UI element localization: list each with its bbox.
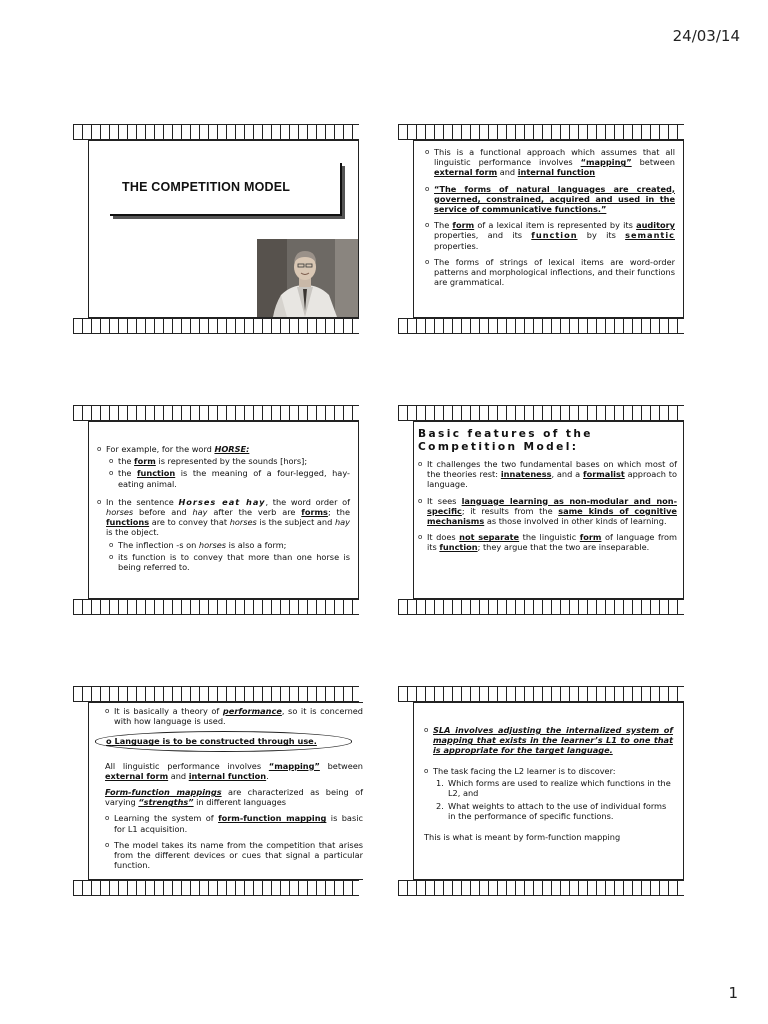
bullet-icon: o xyxy=(109,540,114,549)
bullet-icon: o xyxy=(105,814,110,823)
bullet-icon: o xyxy=(109,457,114,466)
highlight-oval: o Language is to be constructed through use. xyxy=(95,731,352,751)
numbered-item: 1. Which forms are used to realize which functions in the L2, and xyxy=(436,777,671,799)
bullet-icon: o xyxy=(106,736,112,747)
slide-border-bottom xyxy=(398,599,684,615)
slide-content xyxy=(413,140,684,318)
slide-6 xyxy=(398,686,684,896)
slide-content xyxy=(88,421,359,599)
slide-1 xyxy=(73,124,359,334)
slide-border-top xyxy=(398,686,684,702)
bullet-item: o This is a functional approach which assumes that all linguistic performance involves “mapping” between external form and internal function xyxy=(425,147,675,178)
slide-4 xyxy=(398,405,684,615)
slide-heading: Basic features of the Competition Model: xyxy=(418,428,593,453)
slide-2 xyxy=(398,124,684,334)
bullet-item: o In the sentence Horses eat hay, the word order of horses before and hay after the verb are forms; the functions are to convey that horses is the subject and hay is the object. xyxy=(97,496,350,538)
portrait-photo xyxy=(257,239,358,317)
slide-border-top xyxy=(398,124,684,140)
slide-5 xyxy=(73,686,363,896)
page-number: 1 xyxy=(728,984,738,1002)
bullet-icon: o xyxy=(424,766,429,775)
bullet-icon: o xyxy=(97,445,102,453)
slide-border-top xyxy=(73,124,359,140)
slide-border-bottom xyxy=(73,599,359,615)
slide-border-bottom xyxy=(398,880,684,896)
slide-content xyxy=(88,702,363,880)
bullet-item: o SLA involves adjusting the internalized system of mapping that exists in the learner’s L1 to one that is appropriate for the target language. xyxy=(424,725,673,756)
bullet-icon: o xyxy=(424,726,429,734)
bullet-item: o The model takes its name from the competition that arises from the different devices or cues that signal a particular function. xyxy=(105,839,363,871)
bullet-item: o The forms of strings of lexical items are word-order patterns and morphological inflections, and their functions are grammatical. xyxy=(425,256,675,288)
header-date: 24/03/14 xyxy=(672,27,740,45)
bullet-item: o The form of a lexical item is represented by its auditory properties, and its function by its semantic properties. xyxy=(425,220,675,251)
bullet-icon: o xyxy=(418,496,423,505)
bullet-icon: o xyxy=(425,257,430,266)
bullet-item: o It does not separate the linguistic form of language from its function; they argue that the two are inseparable. xyxy=(418,532,678,553)
bullet-icon: o xyxy=(109,469,114,478)
numbered-item: 2. What weights to attach to the use of individual forms in the performance of specific functions. xyxy=(436,801,667,822)
bullet-icon: o xyxy=(109,552,114,561)
sub-bullet-item: o its function is to convey that more than one horse is being referred to. xyxy=(109,551,350,573)
bullet-icon: o xyxy=(425,184,430,193)
bullet-item-quote: o “The forms of natural languages are created, governed, constrained, acquired and used in the service of communicative functions.” xyxy=(425,183,675,215)
slide-content xyxy=(413,702,684,880)
slide-border-bottom xyxy=(73,880,359,896)
bullet-icon: o xyxy=(105,840,110,849)
sub-bullet-item: o the function is the meaning of a four-legged, hay-eating animal. xyxy=(109,468,350,489)
sub-bullet-item: o The inflection -s on horses is also a form; xyxy=(109,539,287,550)
paragraph: All linguistic performance involves “mapping” between external form and internal function. xyxy=(105,760,363,781)
slide-border-top xyxy=(73,686,359,702)
sub-bullet-item: o the form is represented by the sounds [hors]; xyxy=(109,456,308,467)
bullet-icon: o xyxy=(418,533,423,542)
slide-border-top xyxy=(398,405,684,421)
bullet-item: o It challenges the two fundamental bases on which most of the theories rest: innateness, and a formalist approach to language. xyxy=(418,459,677,490)
bullet-item: o The task facing the L2 learner is to discover: xyxy=(424,765,616,776)
slide-border-bottom xyxy=(73,318,359,334)
slide-3 xyxy=(73,405,359,615)
bullet-item: o For example, for the word HORSE: xyxy=(97,444,250,454)
slide-content xyxy=(88,140,359,318)
paragraph: Form-function mappings are characterized as being of varying “strengths” in different languages xyxy=(105,787,363,808)
bullet-icon: o xyxy=(97,497,102,506)
bullet-icon: o xyxy=(425,148,430,156)
slide-border-bottom xyxy=(398,318,684,334)
slide-content xyxy=(413,421,684,599)
bullet-icon: o xyxy=(105,707,110,715)
bullet-item: o It sees language learning as non-modular and non-specific; it results from the same kinds of cognitive mechanisms as those involved in other kinds of learning. xyxy=(418,495,677,527)
slide-title: THE COMPETITION MODEL xyxy=(122,180,291,194)
bullet-item: o Learning the system of form-function mapping is basic for L1 acquisition. xyxy=(105,813,363,834)
bullet-icon: o xyxy=(425,221,430,230)
bullet-icon: o xyxy=(418,460,423,468)
slide-footer-text: This is what is meant by form-function mapping xyxy=(424,831,621,842)
bullet-item: o It is basically a theory of performance, so it is concerned with how language is used. xyxy=(105,706,363,727)
slide-border-top xyxy=(73,405,359,421)
